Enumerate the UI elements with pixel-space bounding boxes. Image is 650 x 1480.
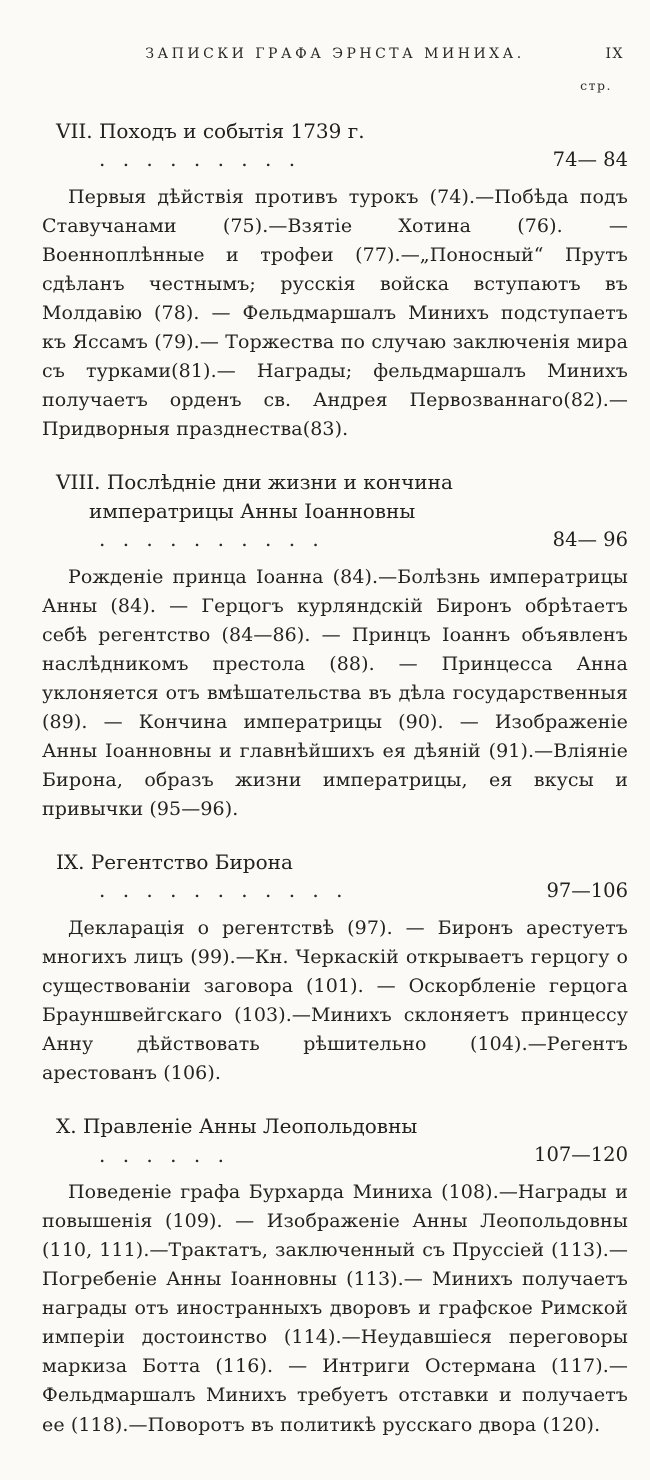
running-title: ЗАПИСКИ ГРАФА ЭРНСТА МИНИХА. [145,46,525,62]
page-number: IX [605,46,624,62]
toc-entry-pages: 74— 84 [552,148,628,172]
toc-entry-summary: Поведеніе графа Бурхарда Миниха (108).—Награды и повышенія (109). — Изображеніе Анны Леопольдовны (110, 111).—Трактатъ, заключенный съ Пруссіей (113).—Погребеніе Анны Іоанновны (113).— Минихъ получаетъ награды отъ иностранныхъ дворовъ и графское Римской имперіи достоинство (114).—Неудавшіеся переговоры маркиза Ботта (116). — Интриги Остермана (117).—Фельдмаршалъ Минихъ требуетъ отставки и получаетъ ее (118).—Поворотъ въ политикѣ русскаго двора (120). [42,1181,628,1436]
toc-entry-heading [42,848,628,905]
toc-entry-title: VII. Походъ и событія 1739 г. [56,119,365,143]
toc-entry-pages: 97—106 [546,879,628,903]
toc-entry-heading [42,468,628,553]
toc-entry-pages: 107—120 [534,1143,628,1167]
book-page [42,46,628,1440]
toc-entry-summary: Рожденіе принца Іоанна (84).—Болѣзнь императрицы Анны (84). — Герцогъ курляндскій Биронъ обрѣтаетъ себѣ регентство (84—86). — Принцъ Іоаннъ объявленъ наслѣдникомъ престола (88). — Принцесса Анна уклоняется отъ вмѣшательства въ дѣла государственныя (89). — Кончина императрицы (90). — Изображеніе Анны Іоанновны и главнѣйшихъ ея дѣяній (91).—Вліяніе Бирона, образъ жизни императрицы, ея вкусы и привычки (95—96). [42,565,628,821]
toc-entry [42,117,628,444]
toc-entry-title: X. Правленіе Анны Леопольдовны [56,1114,418,1139]
toc-entry [42,1112,628,1439]
running-header [42,46,628,62]
toc-entry-pages: 84— 96 [552,527,628,551]
toc-entry-summary: Декларація о регентствѣ (97). — Биронъ арестуетъ многихъ лицъ (99).—Кн. Черкаскій открываетъ герцогу о существованіи заговора (101). — Оскорбленіе герцога Брауншвейгскаго (103).—Минихъ склоняетъ принцессу Анну дѣйствовать рѣшительно (104).—Регентъ арестованъ (106). [42,916,628,1085]
toc-entry-title: IX. Регентство Бирона [56,850,293,875]
dot-leader: . . . . . . [99,1142,225,1167]
dot-leader: . . . . . . . . . . [99,527,320,552]
toc-entry-summary: Первыя дѣйствія противъ турокъ (74).—Побѣда подъ Ставучанами (75).—Взятіе Хотина (76). — Военноплѣнные и трофеи (77).—„Поносный“ Прутъ сдѣланъ честнымъ; русскія войска вступаютъ въ Молдавію (78). — Фельдмаршалъ Минихъ подступаетъ къ Яссамъ (79).— Торжества по случаю заключенія мира съ турками(81).— Награды; фельдмаршалъ Минихъ получаетъ орденъ св. Андрея Первозваннаго(82).—Придворныя празднества(83). [42,185,628,441]
toc-entry-heading [42,1112,628,1169]
dot-leader: . . . . . . . . . [99,147,297,172]
dot-leader: . . . . . . . . . . . [99,878,344,903]
toc-entry [42,468,628,824]
toc-entry-heading [42,117,628,174]
page-column-label: стр. [580,78,612,93]
toc-entry-title: VIII. Послѣдніе дни жизни и кончина императрицы Анны Іоанновны [56,470,453,523]
toc-entry [42,848,628,1088]
